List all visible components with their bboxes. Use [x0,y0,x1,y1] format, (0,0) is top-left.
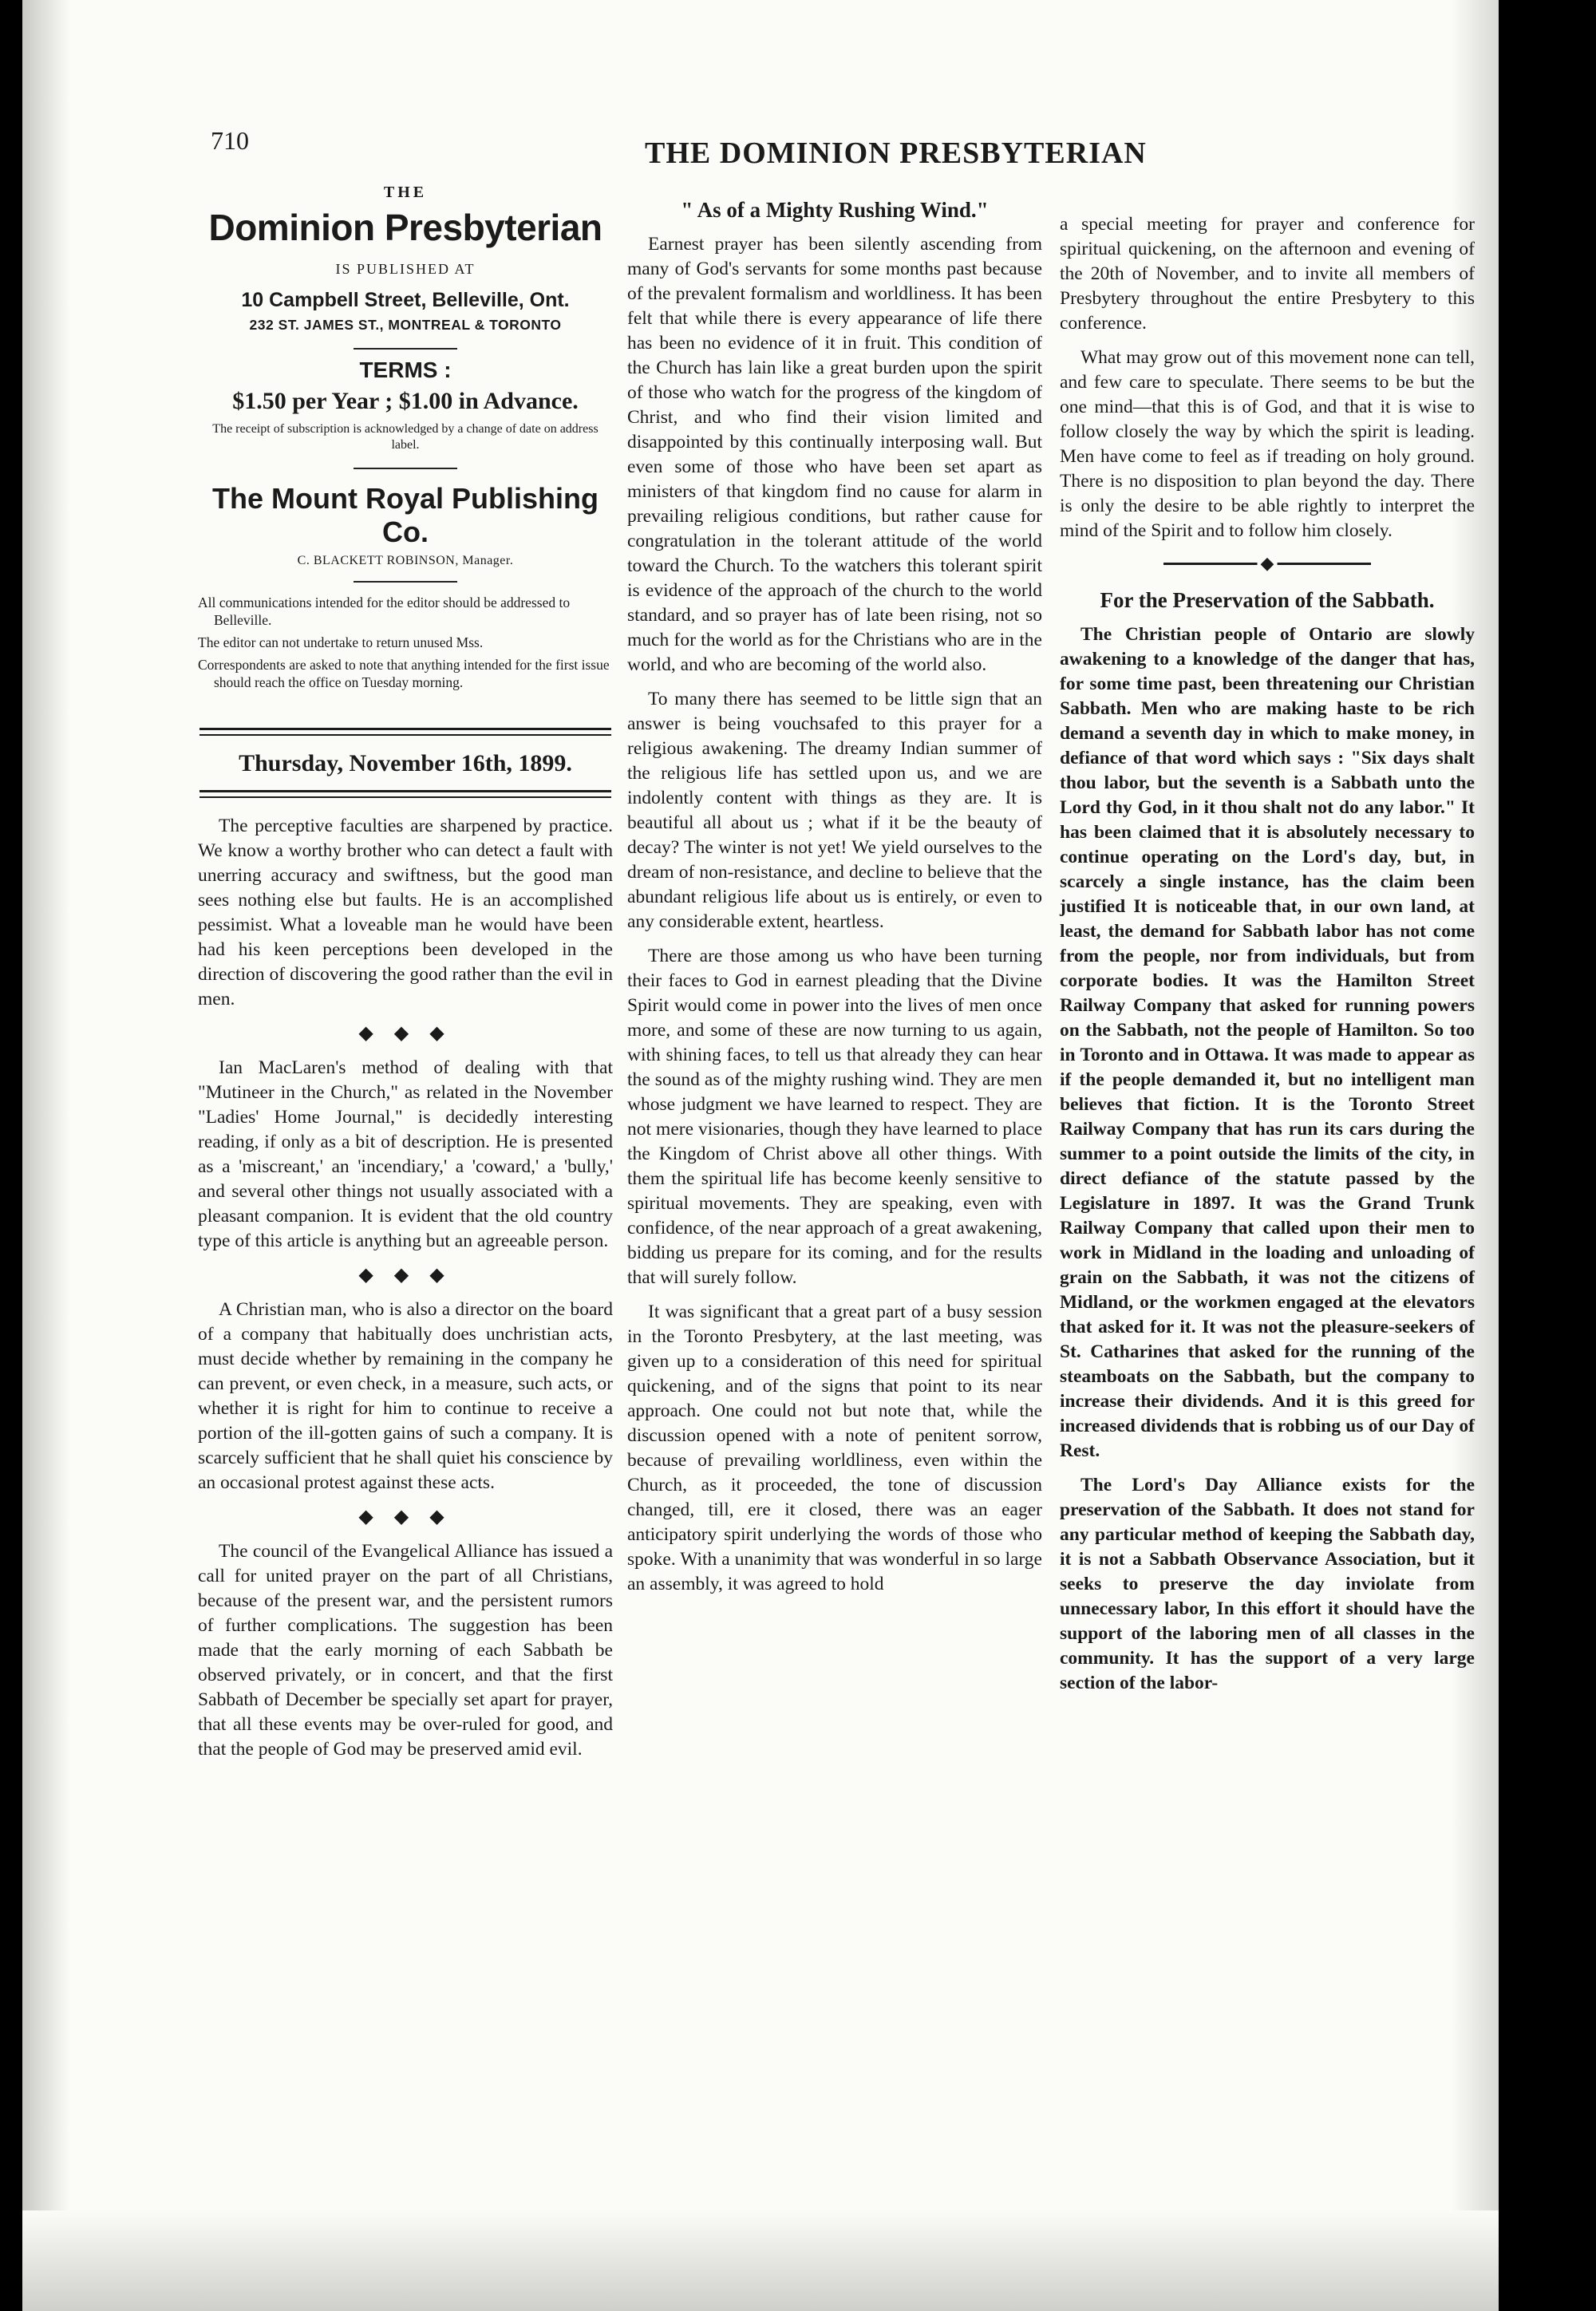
masthead-title: Dominion Presbyterian [208,207,602,248]
column-middle [627,198,1042,1606]
newspaper-page [22,0,1499,2311]
article-paragraph: There are those among us who have been turning their faces to God in earnest pleading that the Divine Spirit would come in power into the lives of men once more, and some of these are now turning to us again, with shining faces, to tell us that already they can hear the sound as of the mighty rushing wind. They are men whose judgment we have learned to respect. They are not mere visionaries, though they have learned to place the Kingdom of Christ above all other things. With them the spiritual life has become keenly sensitive to spiritual movements. They are speaking, even with confidence, of the near approach of a great awakening, bidding us prepare for its coming, and for the results that will surely follow. [627,946,1042,1288]
published-at: IS PUBLISHED AT [335,261,476,277]
article-paragraph: a special meeting for prayer and conference for spiritual quickening, on the afternoon and evening of the 20th of November, and to invite all members of Presbytery throughout the entire Presbytery to this conference. [1060,214,1475,334]
address-belleville: 10 Campbell Street, Belleville, Ont. [241,289,570,311]
column-right [1060,212,1475,1705]
page-edge-shadow [22,0,70,2311]
article-paragraph: The Lord's Day Alliance exists for the preservation of the Sabbath. It does not stand for any particular method of keeping the Sabbath day, it is not a Sabbath Observance Association, but it seeks to preserve the day inviolate from unnecessary labor, In this effort it should have the support of the laboring men of all classes in the community. It has the support of a very large section of the labor- [1060,1475,1475,1693]
section-separator [1060,553,1475,575]
article-heading: " As of a Mighty Rushing Wind." [681,198,989,222]
masthead [198,184,613,696]
publisher-name: The Mount Royal Publishing Co. [212,482,598,548]
receipt-note: The receipt of subscription is acknowledged by a change of date on address label. [212,422,598,452]
editorial-note: The editor can not undertake to return unused Mss. [198,634,484,650]
editorial-note: All communications intended for the editor should be addressed to Belleville. [198,595,571,628]
article-paragraph: The council of the Evangelical Alliance has issued a call for united prayer on the part of all Christians, because of the present war, and the persistent rumors of further complications. The suggestion has been made that the early morning of each Sabbath be observed privately, or in concert, and that the first Sabbath of December be specially set apart for prayer, that all these events may be over-ruled for good, and that the people of God may be preserved amid evil. [198,1541,613,1760]
terms-heading: TERMS : [359,358,452,382]
diamond-ornament-icon: ◆ ◆ ◆ [358,1023,452,1044]
diamond-icon: ◆ [1258,555,1278,572]
article-paragraph: The Christian people of Ontario are slowly awakening to a knowledge of the danger that has, for some time past, been threatening our Christian Sabbath. Men who are making haste to be rich demand a seventh day in which to make money, in defiance of that word which says : "Six days shalt thou labor, but the seventh is a Sabbath unto the Lord thy God, in it thou shalt not do any labor." It has been claimed that it is absolutely necessary to continue operating on the Lord's day, but, in scarcely a single instance, has the claim been justified It is noticeable that, in our own land, at least, the demand for Sabbath labor has not come from the people, nor from individuals, but from corporate bodies. It was the Hamilton Street Railway Company that asked for running powers on the Sabbath, not the people of Hamilton. So too in Toronto and in Ottawa. It was made to appear as if the people demanded it, but no intelligent man believes that fiction. It is the Toronto Street Railway Company that has run its cars during the summer to a point outside the limits of the city, in direct defiance of the statute passed by the Legislature in 1897. It was the Grand Trunk Railway Company that called upon their men to work in Midland in the loading and unloading of grain on the Sabbath, it was not the citizens of Midland, or the workmen engaged at the elevators that asked for it. It was not the pleasure-seekers of St. Catharines that asked for the running of the steamboats on the Sabbath, but the company to increase their dividends. And it is this greed for increased dividends that is robbing us of our Day of Rest. [1060,624,1475,1461]
page-edge-shadow [22,2210,1499,2311]
address-montreal-toronto: 232 ST. JAMES ST., MONTREAL & TORONTO [249,317,562,333]
article-paragraph: Earnest prayer has been silently ascending from many of God's servants for some months past because of the prevalent formalism and worldliness. It has been felt that while there is every appearance of life there has been no evidence of it in fruit. This condition of the Church has lain like a great burden upon the spirit of those who watch for the progress of the kingdom of Christ, and who find their vision limited and disappointed by this continually interposing wall. But even some of those who have been set apart as ministers of that kingdom find no cause for alarm in prevailing religious conditions, but rather cause for congratulation in the tolerant attitude of the world toward the Church. To the watchers this tolerant spirit is evidence of the approach of the church to the world standard, and so prayer has of late been rising, not so much for the world as for the Christians who are in the world, and who are becoming of the world also. [627,234,1042,675]
article-heading: For the Preservation of the Sabbath. [1100,588,1435,612]
divider [354,581,457,583]
page-number: 710 [211,126,249,155]
article-paragraph: It was significant that a great part of a busy session in the Toronto Presbytery, at the last meeting, was given up to a consideration of this need for spiritual quickening, and of the signs that point to its near approach. One could not but note that, while the discussion opened with a note of penitent sorrow, because of prevailing worldliness, even within the Church, as it proceeded, the tone of discussion changed, till, ere it closed, there was an eager anticipatory spirit underlying the words of those who spoke. With a unanimity that was wonderful in so large an assembly, it was agreed to hold [627,1302,1042,1594]
double-rule [200,790,611,798]
article-paragraph: What may grow out of this movement none can tell, and few care to speculate. There seems to be but the one mind—that this is of God, and that it is wise to follow closely the way by which the spirit is leading. Men have come to feel as if treading on holy ground. There is no disposition to plan beyond the day. There is only the desire to be able rightly to interpret the mind of the Spirit and to follow him closely. [1060,347,1475,541]
double-rule [200,728,611,736]
masthead-the: THE [383,184,428,201]
article-paragraph: A Christian man, who is also a director on the board of a company that habitually does unchristian acts, must decide whether by remaining in the company he can prevent, or even check, in a measure, such acts, or whether it is right for him to continue to receive a portion of the ill-gotten gains of such a company. It is scarcely sufficient that he shall quiet his conscience by an occasional protest against these acts. [198,1299,613,1493]
divider [354,468,457,469]
divider [354,348,457,350]
running-head: THE DOMINION PRESBYTERIAN [645,136,1147,170]
article-paragraph: Ian MacLaren's method of dealing with that "Mutineer in the Church," as related in the November "Ladies' Home Journal," is decidedly interesting reading, if only as a bit of description. He is presented as a 'miscreant,' an 'incendiary,' a 'coward,' a 'bully,' and several other things not usually associated with a pleasant companion. It is evident that the old country type of this article is anything but an agreeable person. [198,1057,613,1251]
subscription-price: $1.50 per Year ; $1.00 in Advance. [232,388,579,414]
article-paragraph: The perceptive faculties are sharpened by practice. We know a worthy brother who can detect a fault with unerring accuracy and swiftness, but the good man sees nothing else but faults. He is an accomplished pessimist. What a loveable man he would have been had his keen perceptions been developed in the direction of discovering the good rather than the evil in men. [198,816,613,1009]
diamond-ornament-icon: ◆ ◆ ◆ [358,1507,452,1527]
column-left [198,814,613,1772]
manager-name: C. BLACKETT ROBINSON, Manager. [297,554,514,567]
article-paragraph: To many there has seemed to be little sign that an answer is being vouchsafed to this prayer for a religious awakening. The dreamy Indian summer of the religious life has settled upon us, and we are indolently content with things as they are. It is beautiful all about us ; what if it be the beauty of decay? The winter is not yet! We yield ourselves to the dream of non-resistance, and decline to believe that the abundant religious life about us is entirely, or even to any considerable extent, heartless. [627,689,1042,932]
editorial-note: Correspondents are asked to note that anything intended for the first issue should reach the office on Tuesday morning. [198,657,610,690]
diamond-ornament-icon: ◆ ◆ ◆ [358,1265,452,1286]
issue-date: Thursday, November 16th, 1899. [239,750,572,776]
